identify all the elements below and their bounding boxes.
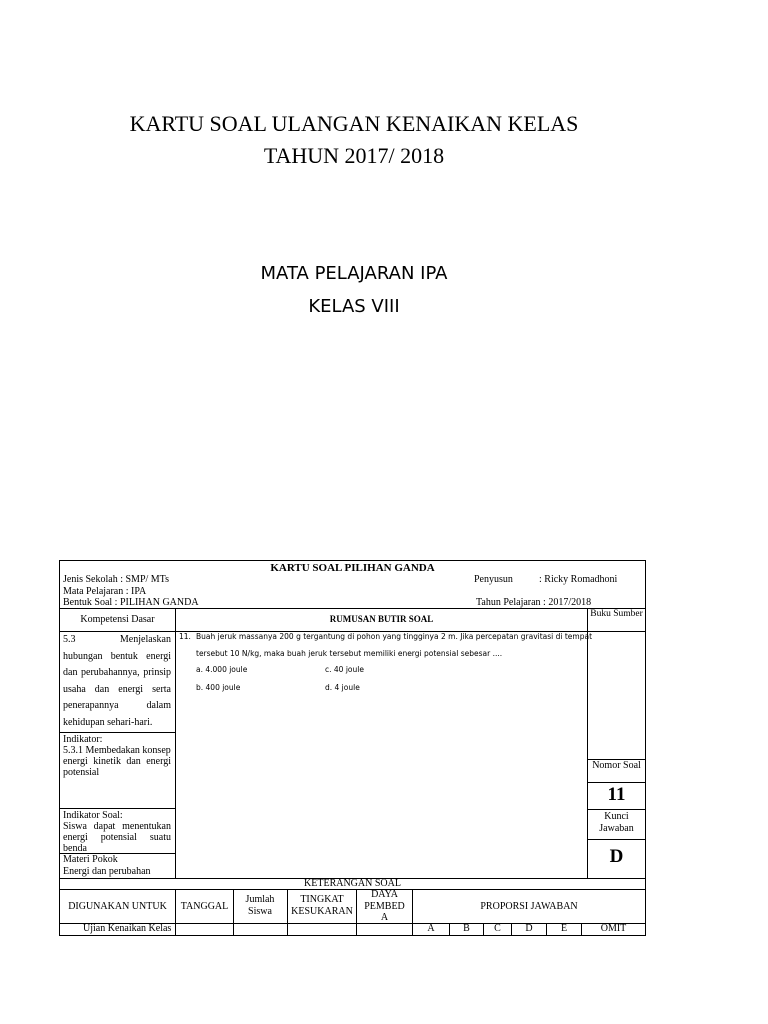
indikator-soal-line3: benda: [63, 843, 87, 854]
proporsi-option-c: C: [494, 923, 501, 934]
kd-first-word: Menjelaskan: [119, 634, 171, 645]
tahun-pelajaran: Tahun Pelajaran : 2017/2018: [476, 597, 592, 608]
kd-number: 5.3: [63, 634, 76, 645]
proporsi-option-b: B: [463, 923, 470, 934]
indikator-line2: energi kinetik dan energi: [63, 756, 171, 767]
nomor-soal-label: Nomor Soal: [592, 760, 641, 771]
mata-pelajaran: Mata Pelajaran : IPA: [63, 586, 147, 597]
jumlah-siswa-header: Jumlah Siswa: [245, 894, 275, 917]
indikator-line3: potensial: [63, 767, 100, 778]
penyusun-value: : Ricky Romadhoni: [539, 574, 618, 585]
proporsi-option-d: D: [525, 923, 533, 934]
card-title: KARTU SOAL PILIHAN GANDA: [270, 562, 435, 574]
question-line1: Buah jeruk massanya 200 g tergantung di pohon yang tingginya 2 m. Jika percepatan gravitasi di tempat: [196, 632, 593, 641]
subject-title: MATA PELAJARAN IPA: [260, 263, 448, 284]
document-title-line2: TAHUN 2017/ 2018: [263, 143, 445, 168]
option-b: b. 400 joule: [196, 683, 241, 692]
kd-line3: dan perubahannya, prinsip: [63, 667, 171, 678]
penyusun-label: Penyusun: [474, 574, 513, 585]
kd-line2: hubungan bentuk energi: [63, 650, 171, 662]
materi-pokok-label: Materi Pokok: [63, 854, 118, 865]
tingkat-kesukaran-header: TINGKAT KESUKARAN: [291, 894, 353, 917]
rumusan-butir-soal-header: RUMUSAN BUTIR SOAL: [329, 614, 434, 624]
nomor-soal-value: 11: [607, 784, 626, 805]
proporsi-option-omit: OMIT: [600, 923, 627, 934]
proporsi-option-e: E: [560, 923, 568, 934]
class-title: KELAS VIII: [308, 296, 400, 317]
question-number: 11.: [179, 632, 191, 641]
daya-pembeda-header: DAYA PEMBED A: [364, 889, 405, 923]
kd-line6: kehidupan sehari-hari.: [63, 716, 153, 728]
indikator-soal-line2: energi potensial suatu: [63, 832, 171, 843]
kunci-jawaban-value: D: [609, 846, 624, 867]
kd-line5: penerapannya dalam: [63, 700, 171, 711]
indikator-soal-label: Indikator Soal:: [63, 810, 123, 821]
kompetensi-dasar-header: Kompetensi Dasar: [80, 614, 155, 625]
indikator-label: Indikator:: [63, 734, 103, 745]
document-title-line1: KARTU SOAL ULANGAN KENAIKAN KELAS: [129, 111, 579, 136]
option-d: d. 4 joule: [325, 683, 360, 692]
indikator-line1: 5.3.1 Membedakan konsep: [63, 745, 171, 756]
question-card: [59, 560, 646, 936]
digunakan-untuk-value: Ujian Kenaikan Kelas: [83, 923, 172, 934]
kd-line1: [63, 632, 171, 649]
tanggal-header: TANGGAL: [180, 901, 229, 912]
question-line2: tersebut 10 N/kg, maka buah jeruk tersebut memiliki energi potensial sebesar ....: [196, 649, 503, 658]
proporsi-jawaban-header: PROPORSI JAWABAN: [480, 901, 578, 912]
buku-sumber-header: Buku Sumber: [590, 609, 643, 619]
bentuk-soal: Bentuk Soal : PILIHAN GANDA: [63, 597, 199, 608]
option-a: a. 4.000 joule: [196, 665, 248, 674]
option-c: c. 40 joule: [325, 665, 364, 674]
digunakan-untuk-header: DIGUNAKAN UNTUK: [68, 901, 167, 912]
indikator-soal-line1: Siswa dapat menentukan: [63, 821, 171, 832]
keterangan-soal-title: KETERANGAN SOAL: [304, 878, 401, 889]
materi-pokok-value: Energi dan perubahan: [63, 865, 151, 877]
kunci-jawaban-label: Kunci Jawaban: [599, 811, 634, 834]
kd-line4: usaha dan energi serta: [63, 683, 171, 695]
proporsi-option-a: A: [427, 923, 435, 934]
jenis-sekolah: Jenis Sekolah : SMP/ MTs: [63, 574, 169, 585]
